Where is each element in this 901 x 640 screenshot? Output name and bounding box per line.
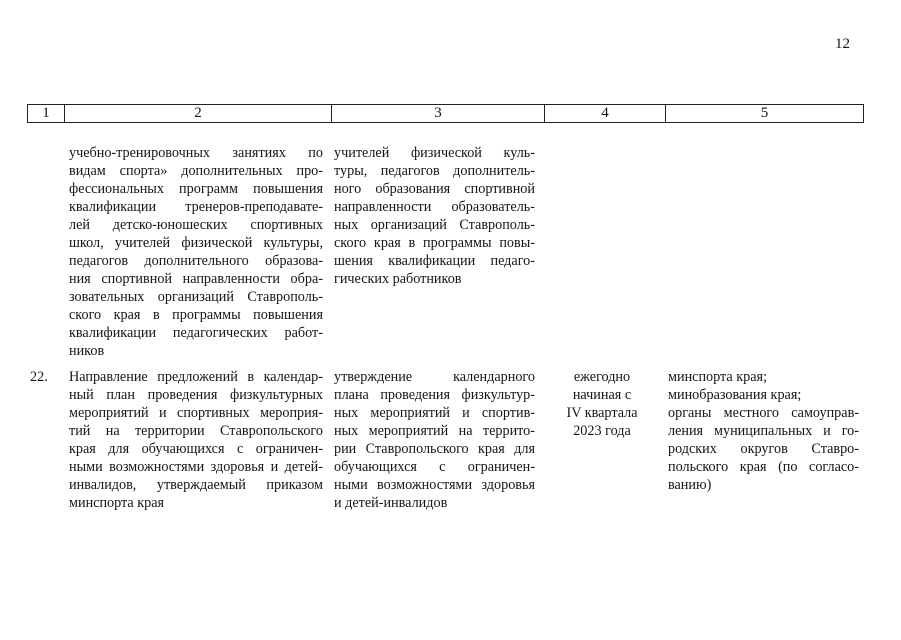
text-line: рии Ставропольского края для <box>334 441 535 457</box>
text-line: ников <box>69 343 105 359</box>
text-line: органы местного самоуправ- <box>668 405 859 421</box>
text-line: педагогов дополнительного образова- <box>69 253 323 269</box>
text-line: учителей физической куль- <box>334 145 535 161</box>
row-22-col4 <box>556 368 648 440</box>
text-line: минобразования края; <box>668 387 802 403</box>
header-col-3: 3 <box>332 105 545 123</box>
text-line: зовательных организаций Ставрополь- <box>69 289 323 305</box>
text-line: и детей-инвалидов <box>334 495 448 511</box>
page-number: 12 <box>835 36 850 52</box>
text-line: 2023 года <box>573 423 631 439</box>
row-22-col3 <box>334 368 535 512</box>
text-line: ных организаций Ставрополь- <box>334 217 535 233</box>
text-line: минспорта края <box>69 495 165 511</box>
text-line: ных мероприятий и спортив- <box>334 405 535 421</box>
text-line: гических работников <box>334 271 462 287</box>
row-number: 22. <box>30 369 48 385</box>
text-line: ского края в программы повы- <box>334 235 535 251</box>
text-line: туры, педагогов дополнитель- <box>334 163 535 179</box>
text-line: квалификации тренеров-преподавате- <box>69 199 323 215</box>
continued-row-col2 <box>69 144 323 360</box>
text-line: видам спорта» дополнительных про- <box>69 163 323 179</box>
row-22-col2 <box>69 368 323 512</box>
text-line: инвалидов, утверждаемый приказом <box>69 477 323 493</box>
text-line: тий на территории Ставропольского <box>69 423 323 439</box>
text-line: польского края (по согласо- <box>668 459 859 475</box>
text-line: минспорта края; <box>668 369 768 385</box>
text-line: Направление предложений в календар- <box>69 369 323 385</box>
text-line: шения квалификации педаго- <box>334 253 535 269</box>
text-line: начиная с <box>572 387 632 403</box>
header-col-1: 1 <box>28 105 65 123</box>
row-22-col5 <box>668 368 859 494</box>
text-line: ными возможностями здоровья и детей- <box>69 459 323 475</box>
text-line: плана проведения физкультур- <box>334 387 535 403</box>
text-line: края для обучающихся с ограничен- <box>69 441 323 457</box>
continued-row-col3 <box>334 144 535 288</box>
text-line: ванию) <box>668 477 712 493</box>
text-line: родских округов Ставро- <box>668 441 859 457</box>
text-line: ежегодно <box>573 369 631 385</box>
text-line: лей детско-юношеских спортивных <box>69 217 323 233</box>
text-line: мероприятий и спортивных мероприя- <box>69 405 323 421</box>
header-col-5: 5 <box>666 105 864 123</box>
text-line: IV квартала <box>566 405 638 421</box>
header-col-2: 2 <box>65 105 332 123</box>
header-col-4: 4 <box>545 105 666 123</box>
text-line: фессиональных программ повышения <box>69 181 323 197</box>
text-line: ных мероприятий на террито- <box>334 423 535 439</box>
text-line: ского края в программы повышения <box>69 307 323 323</box>
text-line: ного образования спортивной <box>334 181 535 197</box>
text-line: ный план проведения физкультурных <box>69 387 323 403</box>
text-line: учебно-тренировочных занятиях по <box>69 145 323 161</box>
column-number-header <box>27 104 864 123</box>
text-line: утверждение календарного <box>334 369 535 385</box>
text-line: квалификации педагогических работ- <box>69 325 323 341</box>
text-line: ления муниципальных и го- <box>668 423 859 439</box>
text-line: направленности образователь- <box>334 199 535 215</box>
text-line: школ, учителей физической культуры, <box>69 235 323 251</box>
text-line: ными возможностями здоровья <box>334 477 535 493</box>
text-line: обучающихся с ограничен- <box>334 459 535 475</box>
text-line: ния спортивной направленности обра- <box>69 271 323 287</box>
